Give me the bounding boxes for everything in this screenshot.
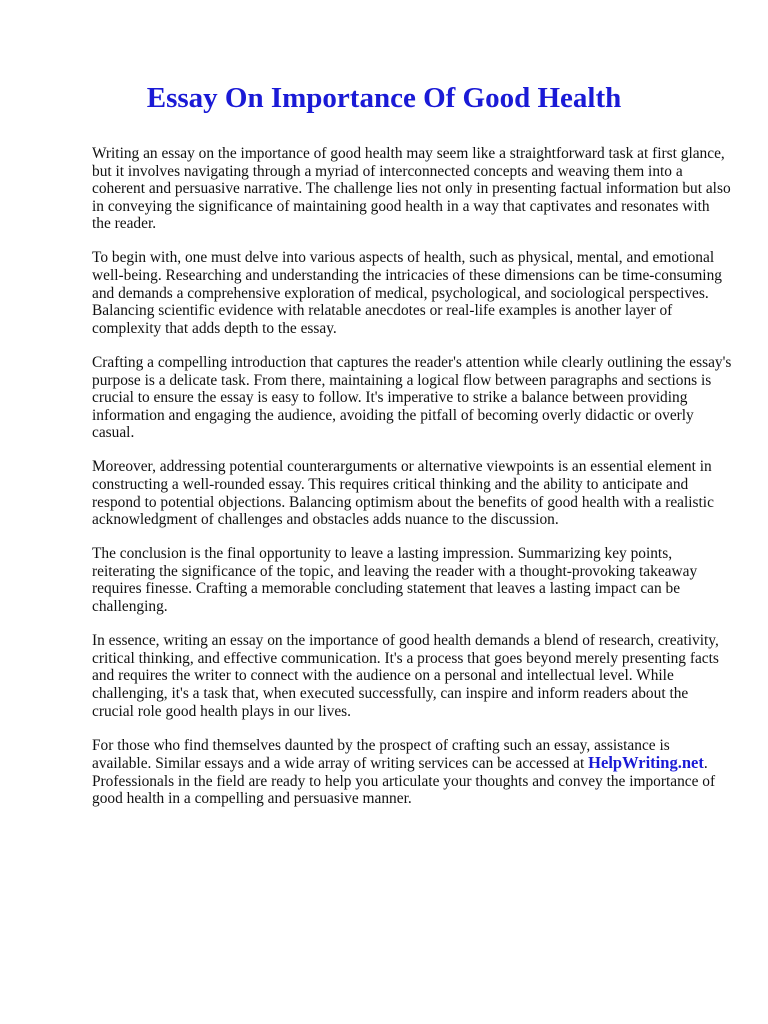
- paragraph-5: The conclusion is the final opportunity to leave a lasting impression. Summarizing key points, reiterating the significance of the topic, and leaving the reader with a thought-provoking takeaway requires finesse. Crafting a memorable concluding statement that leaves a lasting impact can be challenging.: [92, 545, 698, 616]
- paragraph-3: Crafting a compelling introduction that captures the reader's attention while clearly outlining the essay's purpose is a delicate task. From there, maintaining a logical flow between paragraphs and sections is crucial to ensure the essay is easy to follow. It's imperative to strike a balance between providing information and engaging the audience, avoiding the pitfall of becoming overly didactic or overly casual.: [92, 353, 732, 442]
- paragraph-1: Writing an essay on the importance of good health may seem like a straightforward task at first glance, but it involves navigating through a myriad of interconnected concepts and weaving them into a coherent and persuasive narrative. The challenge lies not only in presenting factual information but also in conveying the significance of maintaining good health in a way that captivates and resonates with the reader.: [92, 145, 731, 233]
- paragraph-7-before-link: For those who find themselves daunted by the prospect of crafting such an essay, assistance is available. Similar essays and a wide array of writing services can be accessed at: [92, 736, 670, 773]
- paragraph-4: Moreover, addressing potential counterarguments or alternative viewpoints is an essential element in constructing a well-rounded essay. This requires critical thinking and the ability to anticipate and respond to potential objections. Balancing optimism about the benefits of good health with a realistic acknowledgment of challenges and obstacles adds nuance to the discussion.: [92, 458, 714, 529]
- document-title: Essay On Importance Of Good Health: [146, 82, 622, 114]
- paragraph-2: To begin with, one must delve into various aspects of health, such as physical, mental, and emotional well-being. Researching and understanding the intricacies of these dimensions can be time-consuming and demands a comprehensive exploration of medical, psychological, and sociological perspectives. Balancing scientific evidence with relatable anecdotes or real-life examples is another layer of complexity that adds depth to the essay.: [92, 249, 722, 337]
- paragraph-6: In essence, writing an essay on the importance of good health demands a blend of research, creativity, critical thinking, and effective communication. It's a process that goes beyond merely presenting facts and requires the writer to connect with the audience on a personal and intellectual level. While challenging, it's a task that, when executed successfully, can inspire and inform readers about the crucial role good health plays in our lives.: [92, 632, 719, 720]
- paragraph-7-after-link: . Professionals in the field are ready to help you articulate your thoughts and convey the importance of good health in a compelling and persuasive manner.: [92, 755, 716, 808]
- paragraph-7: [92, 737, 732, 808]
- document-body: [92, 145, 732, 825]
- helpwriting-link[interactable]: HelpWriting.net: [588, 753, 704, 773]
